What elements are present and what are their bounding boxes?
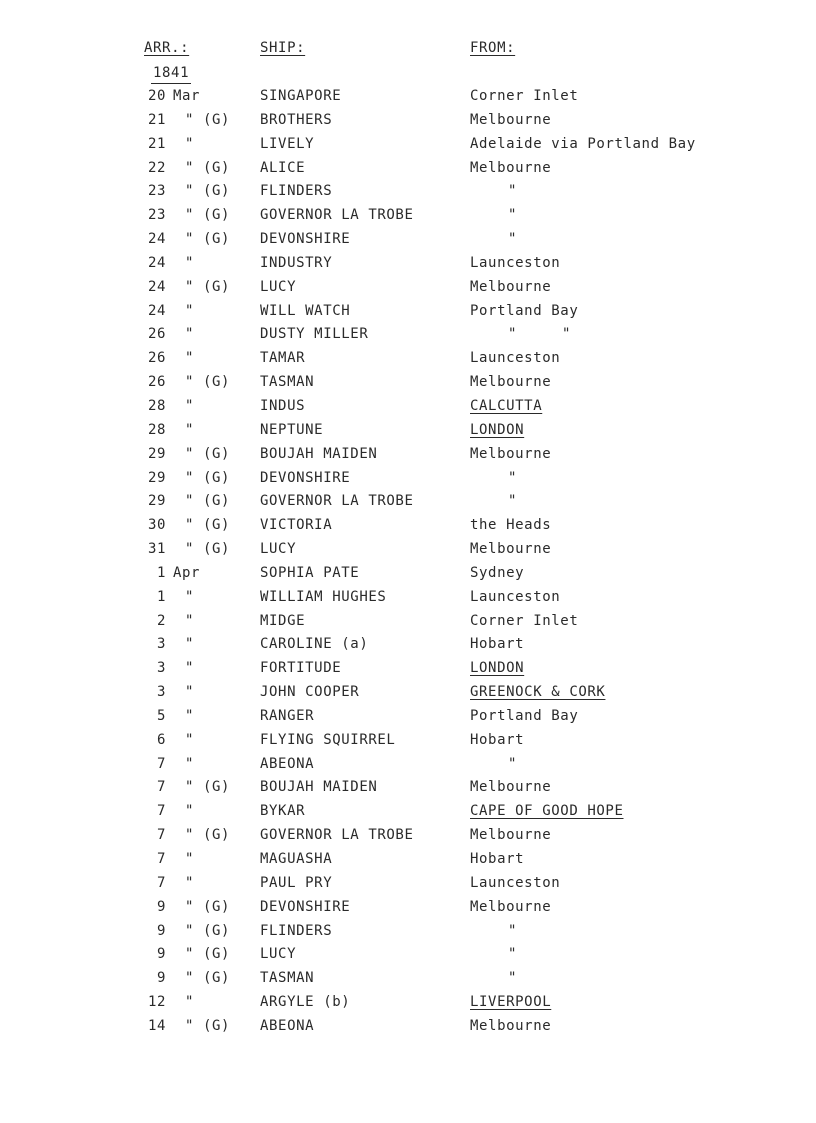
arrival-month: " [185,851,195,867]
arrival-column-header: ARR.: [144,40,190,56]
arrival-day: 9 [156,922,166,939]
origin-port: " [508,755,518,772]
arrival-month: " [185,1017,195,1034]
arrival-row [0,753,816,777]
arrival-day: 24 [147,278,166,295]
arrival-day: 9 [156,970,166,987]
arrival-day: 7 [156,827,166,844]
government-flag: (G) [203,541,231,558]
ship-name: ABEONA [260,755,315,772]
arrival-day: 29 [147,493,166,510]
origin-port: Melbourne [470,1017,552,1034]
origin-port: Melbourne [470,278,552,295]
arrival-month: " [185,994,195,1011]
arrival-month: " [185,278,195,295]
origin-port: LIVERPOOL [470,994,552,1011]
arrival-row [0,633,816,657]
ship-name: GOVERNOR LA TROBE [260,493,414,510]
arrival-row [0,538,816,562]
arrival-month: " [185,183,195,200]
arrival-row [0,681,816,705]
ship-name: VICTORIA [260,517,333,534]
arrival-month: " [185,231,195,248]
government-flag: (G) [203,970,231,987]
origin-port: Hobart [470,851,525,867]
government-flag: (G) [203,493,231,510]
arrival-row [0,180,816,204]
arrival-row [0,490,816,514]
ship-name: BOUJAH MAIDEN [260,779,378,796]
arrival-month: " [185,159,195,176]
arrival-row [0,347,816,371]
arrival-row [0,109,816,133]
origin-port: " [508,207,518,224]
origin-port: Melbourne [470,374,552,391]
arrival-row [0,157,816,181]
arrival-day: 23 [147,207,166,224]
government-flag: (G) [203,183,231,200]
origin-port: CAPE OF GOOD HOPE [470,803,624,820]
arrival-row [0,586,816,610]
arrival-month: " [185,970,195,987]
government-flag: (G) [203,159,231,176]
ship-name: LUCY [260,541,297,558]
arrival-month: " [185,707,195,724]
origin-port: " [508,231,518,248]
government-flag: (G) [203,469,231,486]
arrival-row [0,371,816,395]
arrival-month: " [185,874,195,891]
origin-port: " [508,970,518,987]
arrival-row [0,920,816,944]
arrival-day: 24 [147,231,166,248]
arrival-row [0,276,816,300]
arrival-month: " [185,207,195,224]
from-column-header: FROM: [470,40,516,56]
ship-name: INDUS [260,397,306,414]
arrival-day: 22 [147,159,166,176]
origin-port: LONDON [470,421,525,438]
government-flag: (G) [203,898,231,915]
origin-port: Melbourne [470,445,552,462]
arrival-row [0,323,816,347]
ship-name: PAUL PRY [260,874,333,891]
origin-port: Portland Bay [470,707,579,724]
arrival-month: " [185,588,195,605]
ship-name: ARGYLE (b) [260,994,351,1011]
ship-name: INDUSTRY [260,254,333,271]
arrival-month: Mar [173,88,201,104]
origin-port: Launceston [470,874,561,891]
ship-name: FLINDERS [260,183,333,200]
ship-name: DEVONSHIRE [260,469,351,486]
arrival-month: Apr [173,564,201,581]
ship-name: DEVONSHIRE [260,231,351,248]
arrival-month: " [185,684,195,701]
government-flag: (G) [203,1017,231,1034]
arrival-row [0,514,816,538]
arrival-row [0,228,816,252]
arrival-month: " [185,803,195,820]
ship-name: SOPHIA PATE [260,564,360,581]
arrival-month: " [185,922,195,939]
arrival-month: " [185,541,195,558]
arrival-row [0,300,816,324]
arrival-day: 21 [147,135,166,152]
government-flag: (G) [203,278,231,295]
arrival-day: 3 [156,636,166,653]
origin-port: GREENOCK & CORK [470,684,606,701]
arrival-month: " [185,779,195,796]
origin-port: Melbourne [470,111,552,128]
arrival-day: 2 [156,612,166,629]
origin-port: Launceston [470,254,561,271]
government-flag: (G) [203,827,231,844]
arrival-row [0,204,816,228]
origin-port: Sydney [470,564,525,581]
arrival-month: " [185,660,195,677]
arrival-day: 29 [147,445,166,462]
government-flag: (G) [203,922,231,939]
arrival-row [0,395,816,419]
arrival-day: 26 [147,350,166,367]
arrival-day: 28 [147,397,166,414]
arrival-row [0,705,816,729]
arrival-row [0,848,816,872]
arrival-day: 7 [156,803,166,820]
origin-port: Launceston [470,350,561,367]
ship-name: MAGUASHA [260,851,333,867]
arrival-month: " [185,111,195,128]
arrival-row [0,610,816,634]
arrival-month: " [185,636,195,653]
origin-port: Melbourne [470,779,552,796]
arrival-month: " [185,946,195,963]
arrival-month: " [185,517,195,534]
arrival-day: 7 [156,755,166,772]
arrival-row [0,562,816,586]
arrival-day: 6 [156,731,166,748]
ship-name: DEVONSHIRE [260,898,351,915]
ship-name: DUSTY MILLER [260,326,369,343]
origin-port: the Heads [470,517,552,534]
arrival-day: 3 [156,684,166,701]
arrival-day: 28 [147,421,166,438]
origin-port: Portland Bay [470,302,579,319]
origin-port: Adelaide via Portland Bay [470,135,696,152]
ship-name: BROTHERS [260,111,333,128]
origin-port: " [508,183,518,200]
arrival-month: " [185,827,195,844]
arrival-month: " [185,302,195,319]
origin-port: " [508,469,518,486]
origin-port: " [508,922,518,939]
origin-port: Melbourne [470,898,552,915]
ship-name: JOHN COOPER [260,684,360,701]
ship-name: SINGAPORE [260,88,342,104]
origin-port: Melbourne [470,159,552,176]
ship-name: NEPTUNE [260,421,324,438]
arrival-row [0,133,816,157]
government-flag: (G) [203,111,231,128]
arrival-row [0,943,816,967]
ship-name: RANGER [260,707,315,724]
ship-name: ALICE [260,159,306,176]
origin-port: " [508,946,518,963]
arrival-month: " [185,898,195,915]
arrival-day: 1 [156,588,166,605]
ship-name: TASMAN [260,970,315,987]
arrival-day: 21 [147,111,166,128]
origin-port: Melbourne [470,827,552,844]
arrival-day: 24 [147,302,166,319]
year-heading: 1841 [151,63,191,84]
government-flag: (G) [203,445,231,462]
arrival-row [0,443,816,467]
government-flag: (G) [203,779,231,796]
arrival-day: 30 [147,517,166,534]
arrival-day: 9 [156,946,166,963]
arrival-day: 29 [147,469,166,486]
government-flag: (G) [203,517,231,534]
arrival-row [0,467,816,491]
government-flag: (G) [203,207,231,224]
ship-name: WILL WATCH [260,302,351,319]
ship-name: FLINDERS [260,922,333,939]
ship-name: BOUJAH MAIDEN [260,445,378,462]
arrival-month: " [185,374,195,391]
arrival-month: " [185,445,195,462]
origin-port: Corner Inlet [470,88,579,104]
arrival-day: 9 [156,898,166,915]
arrival-day: 23 [147,183,166,200]
origin-port: Corner Inlet [470,612,579,629]
origin-port: Melbourne [470,541,552,558]
ship-name: FLYING SQUIRREL [260,731,396,748]
ship-name: GOVERNOR LA TROBE [260,827,414,844]
arrival-day: 26 [147,374,166,391]
arrival-month: " [185,326,195,343]
arrival-month: " [185,397,195,414]
ship-name: CAROLINE (a) [260,636,369,653]
origin-port: " [508,493,518,510]
arrivals-list [0,85,816,1039]
arrival-row [0,657,816,681]
arrival-day: 12 [147,994,166,1011]
arrival-row [0,872,816,896]
arrival-day: 31 [147,541,166,558]
arrival-row [0,991,816,1015]
government-flag: (G) [203,374,231,391]
ship-name: BYKAR [260,803,306,820]
ship-name: GOVERNOR LA TROBE [260,207,414,224]
arrival-month: " [185,755,195,772]
ship-name: TASMAN [260,374,315,391]
arrival-day: 3 [156,660,166,677]
arrival-month: " [185,421,195,438]
origin-port: LONDON [470,660,525,677]
ship-name: LUCY [260,278,297,295]
arrival-month: " [185,135,195,152]
origin-port: CALCUTTA [470,397,543,414]
arrival-row [0,824,816,848]
arrival-day: 5 [156,707,166,724]
arrival-day: 1 [156,564,166,581]
ship-column-header: SHIP: [260,40,306,56]
ship-name: LUCY [260,946,297,963]
arrival-row [0,252,816,276]
arrival-row [0,419,816,443]
arrival-month: " [185,612,195,629]
arrival-day: 7 [156,874,166,891]
ship-name: WILLIAM HUGHES [260,588,387,605]
arrival-day: 26 [147,326,166,343]
origin-port: Launceston [470,588,561,605]
arrival-row [0,800,816,824]
arrival-month: " [185,731,195,748]
ship-name: FORTITUDE [260,660,342,677]
arrival-month: " [185,493,195,510]
arrival-month: " [185,350,195,367]
arrival-day: 7 [156,779,166,796]
ship-name: ABEONA [260,1017,315,1034]
arrival-day: 24 [147,254,166,271]
arrival-row [0,85,816,109]
ship-name: MIDGE [260,612,306,629]
arrival-row [0,967,816,991]
origin-port: " " [508,326,572,343]
arrival-row [0,729,816,753]
government-flag: (G) [203,946,231,963]
arrival-row [0,896,816,920]
origin-port: Hobart [470,636,525,653]
arrival-month: " [185,254,195,271]
arrival-row [0,776,816,800]
ship-name: LIVELY [260,135,315,152]
arrival-row [0,1015,816,1039]
government-flag: (G) [203,231,231,248]
arrival-month: " [185,469,195,486]
arrival-day: 7 [156,851,166,867]
arrival-day: 20 [147,88,166,104]
arrival-day: 14 [147,1017,166,1034]
ship-name: TAMAR [260,350,306,367]
origin-port: Hobart [470,731,525,748]
